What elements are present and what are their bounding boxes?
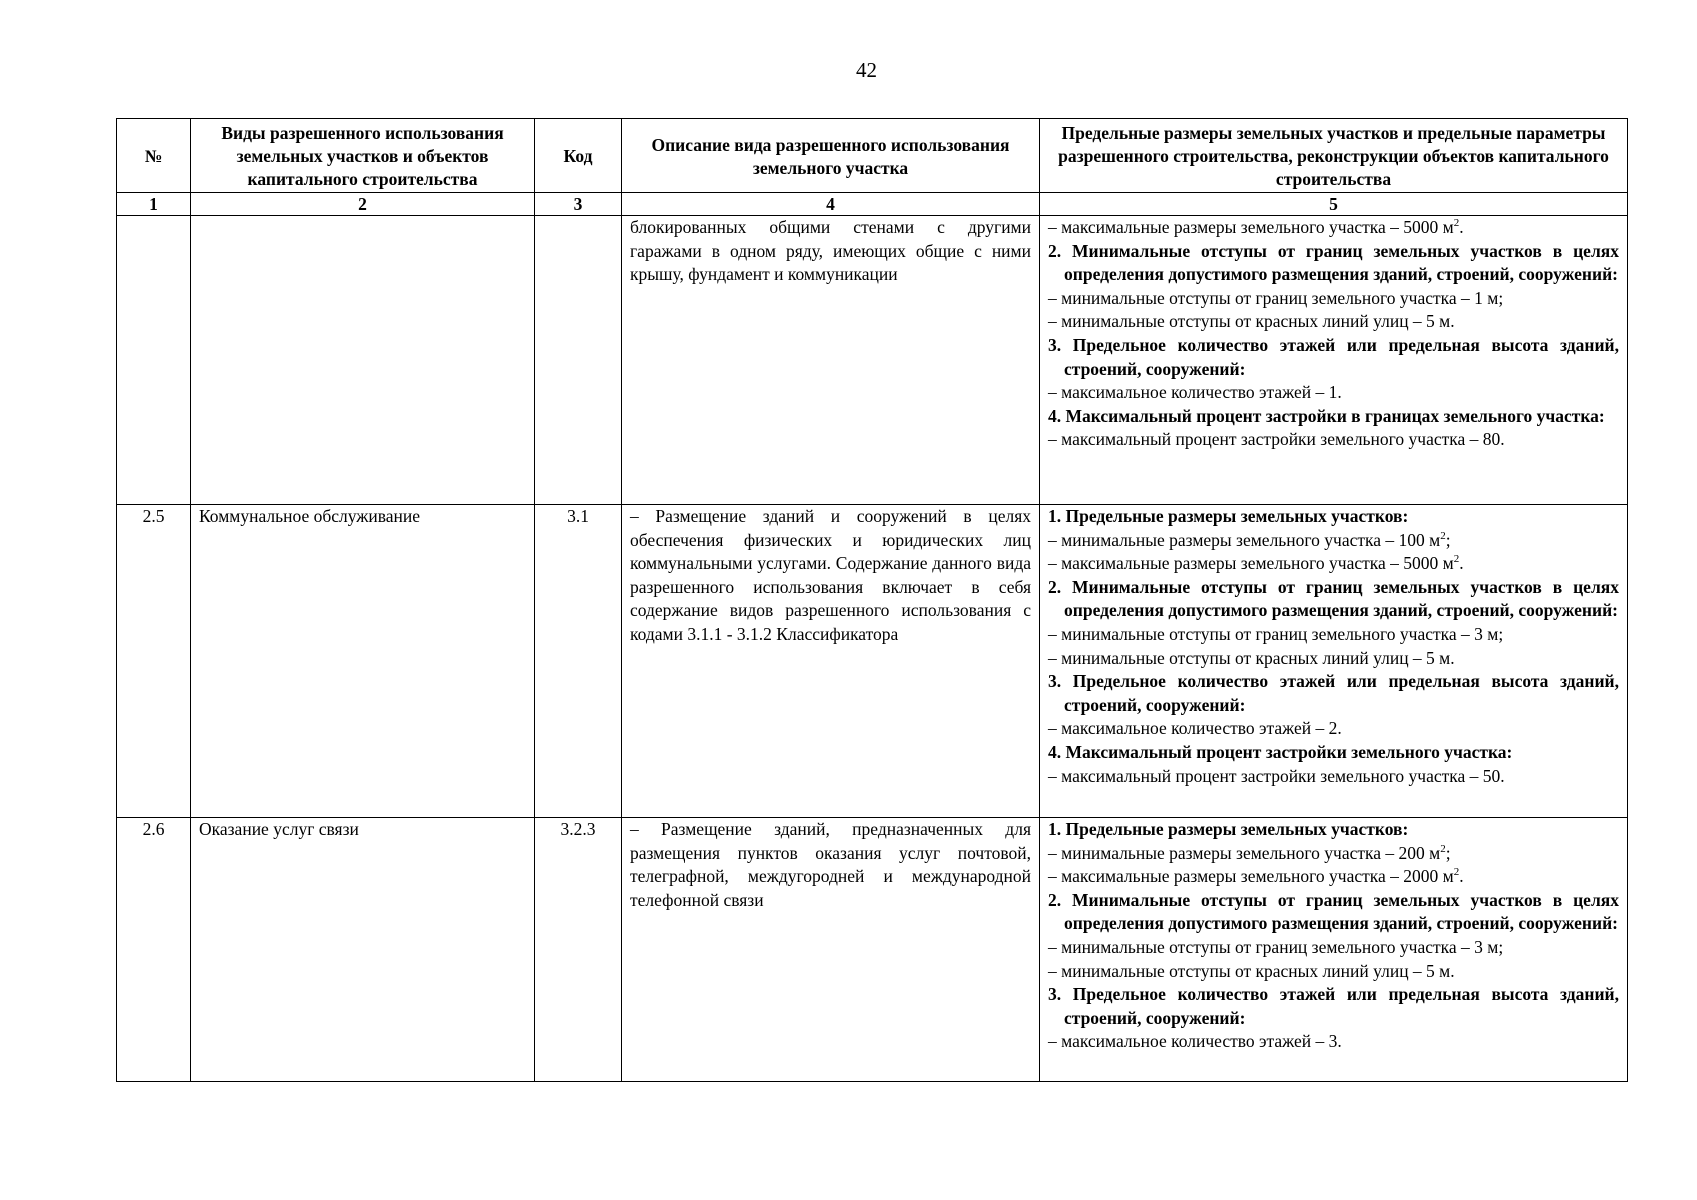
- column-number: 4: [622, 193, 1040, 216]
- parameter-tail: .: [1459, 217, 1464, 237]
- superscript: 2: [1453, 553, 1460, 566]
- parameter-tail: ;: [1445, 529, 1451, 550]
- land-use-table: [116, 118, 1628, 1082]
- parameter-text: – минимальные отступы от красных линий улиц – 5 м.: [1048, 960, 1455, 981]
- parameter-line: [1048, 529, 1619, 553]
- parameter-line: [1048, 647, 1619, 671]
- parameter-text: – минимальные отступы от границ земельного участка – 3 м;: [1048, 623, 1504, 644]
- parameter-text: – минимальные отступы от красных линий улиц – 5 м.: [1048, 647, 1455, 668]
- parameter-text: – максимальное количество этажей – 2.: [1048, 718, 1342, 739]
- parameter-line: [1048, 1030, 1619, 1054]
- parameter-text: 3. Предельное количество этажей или предельная высота зданий, строений, сооружений:: [1048, 671, 1619, 715]
- row-use-type: Коммунальное обслуживание: [191, 505, 535, 818]
- parameter-heading: [1048, 334, 1619, 381]
- header-code: Код: [535, 119, 622, 193]
- parameter-tail: ;: [1445, 842, 1451, 863]
- superscript: 2: [1453, 217, 1460, 229]
- parameter-text: 2. Минимальные отступы от границ земельных участков в целях определения допустимого размещения зданий, строений, сооружений:: [1048, 240, 1619, 285]
- parameter-heading: [1048, 505, 1619, 529]
- table-body: [117, 216, 1628, 1082]
- row-number: 2.6: [117, 818, 191, 1082]
- parameter-text: – минимальные размеры земельного участка – 100 м: [1048, 529, 1441, 550]
- parameter-text: 4. Максимальный процент застройки в границах земельного участка:: [1048, 405, 1605, 426]
- table-row: [117, 818, 1628, 1082]
- parameter-heading: [1048, 889, 1619, 936]
- parameter-line: [1048, 381, 1619, 405]
- parameter-text: – минимальные отступы от границ земельного участка – 3 м;: [1048, 936, 1504, 957]
- parameter-text: – минимальные отступы от красных линий улиц – 5 м.: [1048, 311, 1455, 332]
- parameter-line: [1048, 717, 1619, 741]
- parameter-line: [1048, 552, 1619, 576]
- parameter-text: – максимальное количество этажей – 3.: [1048, 1031, 1342, 1052]
- table-row: [117, 505, 1628, 818]
- parameter-line: [1048, 623, 1619, 647]
- header-number: №: [117, 119, 191, 193]
- parameter-text: – максимальные размеры земельного участка – 2000 м: [1048, 866, 1454, 887]
- header-use-type: Виды разрешенного использования земельных участков и объектов капитального строительства: [191, 119, 535, 193]
- parameter-tail: .: [1459, 553, 1464, 574]
- parameter-text: – максимальное количество этажей – 1.: [1048, 382, 1342, 403]
- parameter-heading: [1048, 576, 1619, 623]
- parameter-heading: [1048, 240, 1619, 287]
- parameter-text: 4. Максимальный процент застройки земельного участка:: [1048, 741, 1513, 762]
- parameter-heading: [1048, 741, 1619, 765]
- row-use-type: [191, 216, 535, 505]
- parameter-text: – максимальные размеры земельного участка – 5000 м: [1048, 217, 1454, 237]
- parameter-heading: [1048, 670, 1619, 717]
- parameter-text: 3. Предельное количество этажей или предельная высота зданий, строений, сооружений:: [1048, 984, 1619, 1028]
- parameter-line: [1048, 842, 1619, 866]
- parameter-text: 1. Предельные размеры земельных участков:: [1048, 506, 1409, 526]
- parameter-text: 3. Предельное количество этажей или предельная высота зданий, строений, сооружений:: [1048, 334, 1619, 379]
- column-number: 2: [191, 193, 535, 216]
- superscript: 2: [1440, 842, 1446, 855]
- parameter-tail: .: [1459, 866, 1464, 887]
- parameter-heading: [1048, 405, 1619, 429]
- row-number: [117, 216, 191, 505]
- row-code: [535, 216, 622, 505]
- row-number: 2.5: [117, 505, 191, 818]
- column-number-row: [117, 193, 1628, 216]
- row-code: 3.1: [535, 505, 622, 818]
- parameter-text: – минимальные отступы от границ земельного участка – 1 м;: [1048, 287, 1504, 308]
- parameter-text: – максимальный процент застройки земельного участка – 80.: [1048, 429, 1505, 450]
- parameter-line: [1048, 287, 1619, 311]
- row-code: 3.2.3: [535, 818, 622, 1082]
- header-description: Описание вида разрешенного использования земельного участка: [622, 119, 1040, 193]
- row-use-type: Оказание услуг связи: [191, 818, 535, 1082]
- parameter-line: [1048, 310, 1619, 334]
- row-parameters: [1040, 818, 1628, 1082]
- table-row: [117, 216, 1628, 505]
- parameter-text: – максимальный процент застройки земельного участка – 50.: [1048, 765, 1505, 786]
- parameter-line: [1048, 936, 1619, 960]
- parameter-line: [1048, 960, 1619, 984]
- column-number: 1: [117, 193, 191, 216]
- parameter-heading: [1048, 983, 1619, 1030]
- parameter-line: [1048, 765, 1619, 789]
- row-parameters: [1040, 216, 1628, 505]
- superscript: 2: [1453, 866, 1460, 879]
- superscript: 2: [1440, 529, 1446, 542]
- column-number: 5: [1040, 193, 1628, 216]
- row-description: – Размещение зданий, предназначенных для размещения пунктов оказания услуг почтовой, телеграфной, междугородней и международной телефонной связи: [622, 818, 1040, 1082]
- parameter-text: 2. Минимальные отступы от границ земельных участков в целях определения допустимого размещения зданий, строений, сооружений:: [1048, 576, 1619, 621]
- row-description: блокированных общими стенами с другими гаражами в одном ряду, имеющих общие с ними крышу, фундамент и коммуникации: [622, 216, 1040, 505]
- header-parameters: Предельные размеры земельных участков и предельные параметры разрешенного строительства, реконструкции объектов капитального строительства: [1040, 119, 1628, 193]
- row-description: – Размещение зданий и сооружений в целях обеспечения физических и юридических лиц коммунальными услугами. Содержание данного вида разрешенного использования включает в себя содержание видов разрешенного использования с кодами 3.1.1 - 3.1.2 Классификатора: [622, 505, 1040, 818]
- parameter-text: 1. Предельные размеры земельных участков:: [1048, 819, 1409, 839]
- parameter-text: – минимальные размеры земельного участка – 200 м: [1048, 842, 1441, 863]
- parameter-line: [1048, 428, 1619, 452]
- row-parameters: [1040, 505, 1628, 818]
- page-number: 42: [856, 58, 877, 82]
- parameter-line: [1048, 865, 1619, 889]
- table-header-row: [117, 119, 1628, 193]
- parameter-text: 2. Минимальные отступы от границ земельных участков в целях определения допустимого размещения зданий, строений, сооружений:: [1048, 889, 1619, 934]
- parameter-heading: [1048, 818, 1619, 842]
- parameter-text: – максимальные размеры земельного участка – 5000 м: [1048, 553, 1454, 574]
- column-number: 3: [535, 193, 622, 216]
- parameter-line: [1048, 216, 1619, 240]
